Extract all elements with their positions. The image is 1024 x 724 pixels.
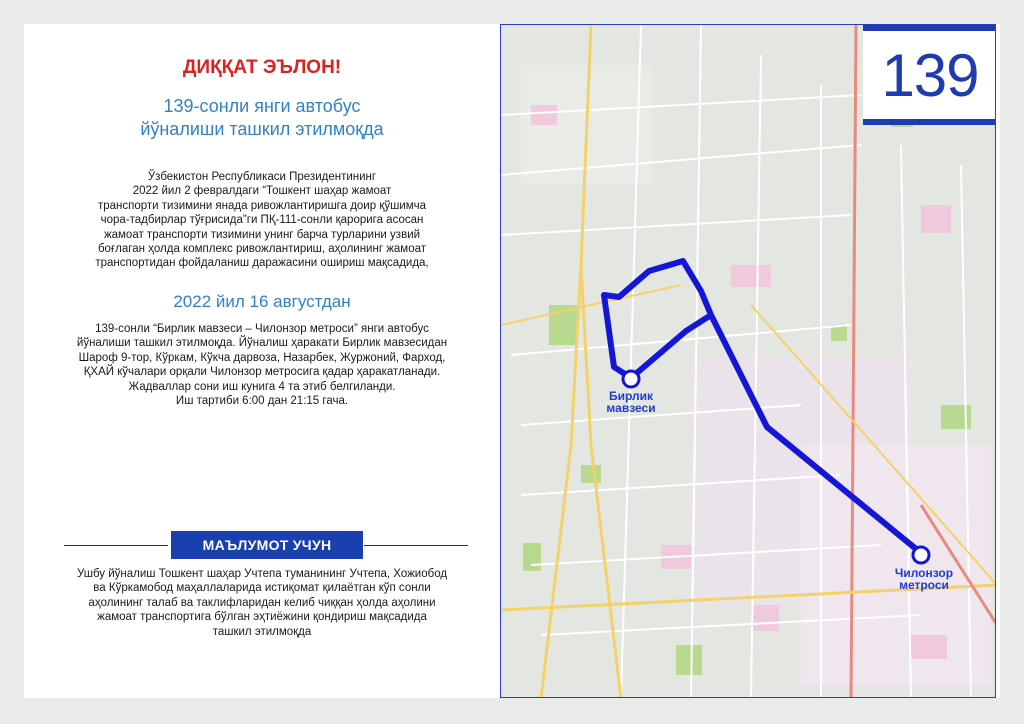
paragraph-line: Ўзбекистон Республикаси Президентининг [147, 171, 377, 183]
route-paragraph [52, 322, 472, 408]
divider [364, 545, 468, 546]
stop-label-line: Чилонзор [894, 566, 954, 580]
building-block [911, 635, 947, 659]
paragraph-line: транспортидан фойдаланиш даражасини ошириш мақсадида, [95, 257, 429, 270]
park-area [523, 543, 541, 571]
stop-label-line: метроси [899, 578, 949, 592]
stop-marker-birlik [623, 371, 639, 387]
stop-marker-chilonzor [913, 547, 929, 563]
paragraph-line: чора-тадбирлар тўғрисида”ги ПҚ-111-сонли қарорига асосан [100, 214, 424, 227]
divider [64, 545, 168, 546]
start-date: 2022 йил 16 августдан [173, 292, 351, 311]
route-number-badge: 139 [863, 25, 996, 125]
stop-label-line: Бирлик [608, 389, 654, 403]
decree-paragraph [52, 170, 472, 271]
park-area [676, 645, 702, 675]
info-badge: МАЪЛУМОТ УЧУН [171, 531, 363, 559]
route-map [500, 24, 996, 698]
paragraph-line: боғлаган ҳолда комплекс ривожлантириш, аҳолининг жамоат [97, 243, 427, 256]
info-paragraph [42, 567, 482, 639]
paragraph-line: ва Кўркамобод маҳаллаларида истиқомат қилаётган кўп сонли [93, 582, 431, 595]
text-panel [24, 24, 500, 698]
paragraph-line: 139-сонли “Бирлик мавзеси – Чилонзор метроси” янги автобус [95, 323, 429, 335]
park-area [581, 465, 601, 483]
headline-line: йўналиши ташкил этилмоқда [140, 119, 384, 139]
paragraph-line: ташкил этилмоқда [212, 625, 312, 638]
paragraph-line: аҳолининг талаб ва таклифларидан келиб чиққан ҳолда аҳолини [88, 596, 436, 609]
paragraph-line: ҚХАЙ кўчалари орқали Чилонзор метросига қадар ҳаракатланади. [83, 366, 441, 379]
building-block [921, 205, 951, 233]
announcement-sheet [24, 24, 1000, 698]
paragraph-line: Ушбу йўналиш Тошкент шаҳар Учтепа туманининг Учтепа, Хожиобод [76, 568, 448, 580]
building-block [531, 105, 557, 125]
map-canvas [501, 25, 996, 698]
paragraph-line: 2022 йил 2 февралдаги “Тошкент шаҳар жамоат [132, 185, 392, 198]
paragraph-line: жамоат транспорти тизимини унинг барча турларини узвий [103, 228, 421, 241]
stop-label-chilonzor [881, 567, 967, 591]
building-block [731, 265, 771, 287]
notice-title: ДИҚҚАТ ЭЪЛОН! [182, 57, 342, 78]
paragraph-line: йўналиши ташкил этилмоқда. Йўналиш ҳаракати Бирлик мавзесидан [76, 337, 448, 350]
stop-label-line: мавзеси [606, 401, 656, 415]
paragraph-line: Иш тартиби 6:00 дан 21:15 гача. [175, 395, 349, 408]
paragraph-line: Шароф 9-тор, Кўркам, Кўкча дарвоза, Назарбек, Журжоний, Фарход, [78, 351, 446, 364]
stop-label-birlik [595, 390, 667, 414]
paragraph-line: жамоат транспортига бўлган эҳтиёжини қондириш мақсадида [97, 611, 427, 624]
paragraph-line: Жадваллар сони иш кунига 4 та этиб белгиланди. [128, 380, 396, 393]
paragraph-line: транспорти тизимини янада ривожлантиришга доир қўшимча [97, 199, 427, 212]
headline [24, 95, 500, 141]
headline-line: 139-сонли янги автобус [163, 96, 361, 116]
building-block [751, 605, 779, 631]
